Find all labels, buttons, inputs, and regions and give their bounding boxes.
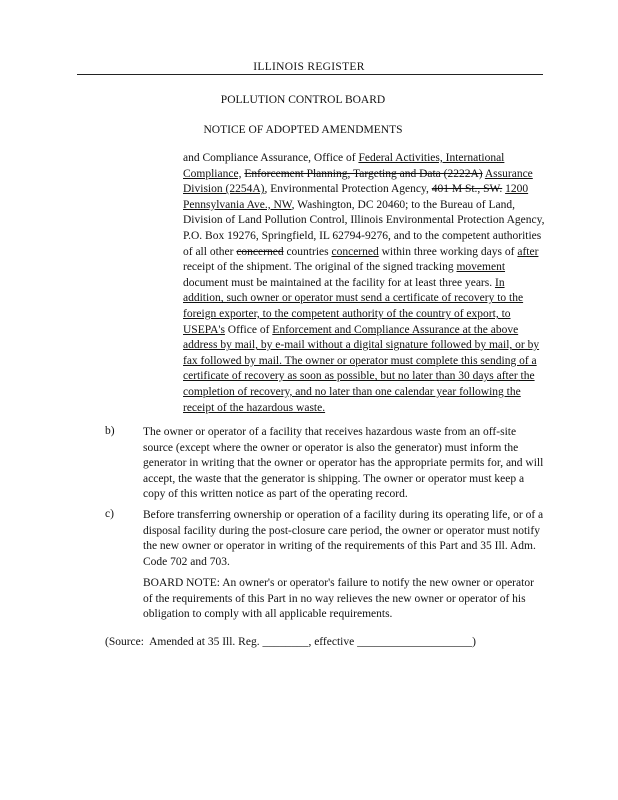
- paragraph-a-continuation: and Compliance Assurance, Office of Federal Activities, International Compliance, Enforcement Planning, Targeting and Data (2222A) Assurance Division (2254A), Environmental Protection Agency, 401 M St., SW. 1200 Pennsylvania Ave., NW, Washington, DC 20460; to the Bureau of Land, Division of Land Pollution Control, Illinois Environmental Protection Agency, P.O. Box 19276, Springfield, IL 62794-9276, and to the competent authorities of all other concerned countries concerned within three working days of after receipt of the shipment. The original of the signed tracking movement document must be maintained at the facility for at least three years. In addition, such owner or operator must send a certificate of recovery to the foreign exporter, to the competent authority of the country of export, to USEPA's Office of Enforcement and Compliance Assurance at the above address by mail, by e-mail without a digital signature followed by mail, or by fax followed by mail. The owner or operator must complete this sending of a certificate of recovery as soon as possible, but no later than 30 days after the completion of recovery, and no later than one calendar year following the receipt of the hazardous waste.: [183, 152, 545, 414]
- notice-title: NOTICE OF ADOPTED AMENDMENTS: [203, 124, 403, 136]
- header-rule: [77, 74, 543, 75]
- item-c-label: c): [105, 508, 114, 520]
- board-name: POLLUTION CONTROL BOARD: [220, 94, 386, 106]
- item-c-text: Before transferring ownership or operation of a facility during its operating life, or of a disposal facility during the post-closure care period, the owner or operator must notify the new owner or operator in writing of the requirements of this Part and 35 Ill. Adm. Code 702 and 703.: [143, 509, 544, 568]
- item-b-label: b): [105, 425, 115, 437]
- board-note: BOARD NOTE: An owner's or operator's failure to notify the new owner or operator of the requirements of this Part in no way relieves the new owner or operator of his obligation to comply with all applicable requirements.: [143, 577, 534, 621]
- source-line: (Source: Amended at 35 Ill. Reg. ________, effective ____________________): [105, 636, 476, 648]
- item-b-text: The owner or operator of a facility that receives hazardous waste from an off-site source (except where the owner or operator is also the generator) must inform the generator in writing that the owner or operator has the appropriate permits for, and will accept, the waste that the generator is shipping. The owner or operator must keep a copy of this written notice as part of the operating record.: [143, 426, 544, 501]
- register-title: ILLINOIS REGISTER: [253, 61, 365, 73]
